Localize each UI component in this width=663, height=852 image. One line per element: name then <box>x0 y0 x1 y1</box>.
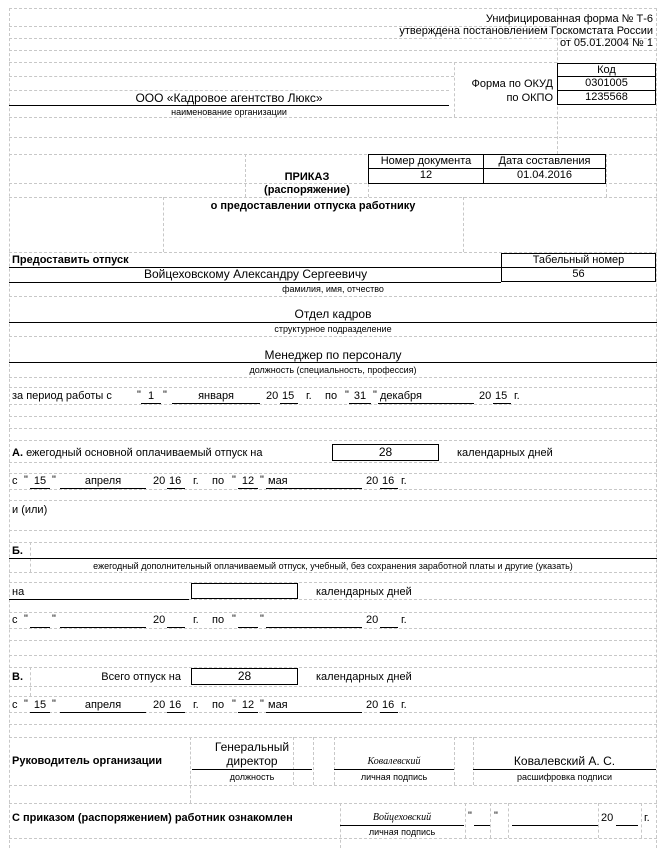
section-a-label: А. ежегодный основной оплачиваемый отпуск на <box>12 447 263 459</box>
date-header: Дата составления <box>483 154 606 169</box>
section-v-days: 28 <box>191 668 298 685</box>
employee-name: Войцеховскому Александру Сергеевичу <box>144 267 368 281</box>
department: Отдел кадров <box>294 307 372 321</box>
order-subtitle: (распоряжение) <box>264 184 350 196</box>
position-caption: должность (специальность, профессия) <box>249 365 417 375</box>
section-b-days-word: календарных дней <box>316 586 412 598</box>
code-header: Код <box>557 63 656 77</box>
head-position-line2: директор <box>226 754 278 768</box>
work-from-day: 1 <box>147 390 155 402</box>
work-to-day: 31 <box>353 390 367 402</box>
order-subject: о предоставлении отпуска работнику <box>210 200 416 212</box>
section-v-to-month: мая <box>268 699 288 711</box>
section-v-days-word: календарных дней <box>316 671 412 683</box>
section-v-from-day: 15 <box>33 699 47 711</box>
section-a-to-year: 16 <box>382 475 395 487</box>
okud-label: Форма по ОКУД <box>471 78 553 90</box>
section-v-from-year: 16 <box>169 699 182 711</box>
section-v-label: Всего отпуск на <box>101 671 181 683</box>
head-position-line1: Генеральный <box>214 740 290 754</box>
head-name: Ковалевский А. С. <box>513 754 616 768</box>
section-a-from-day: 15 <box>33 475 47 487</box>
head-signature-caption: личная подпись <box>360 772 428 782</box>
position: Менеджер по персоналу <box>264 348 402 362</box>
ack-label: С приказом (распоряжением) работник ознакомлен <box>12 812 293 824</box>
section-a-from-month: апреля <box>84 475 122 487</box>
section-a-to-month: мая <box>268 475 288 487</box>
approved-by: утверждена постановлением Госкомстата России <box>399 25 653 37</box>
tab-number-header: Табельный номер <box>501 253 656 268</box>
head-signature: Ковалевский <box>367 756 421 767</box>
form-name: Унифицированная форма № Т-6 <box>485 13 653 25</box>
section-v-from-month: апреля <box>84 699 122 711</box>
work-from-month: января <box>198 390 234 402</box>
section-v-letter: В. <box>12 671 23 683</box>
ack-signature-caption: личная подпись <box>368 827 436 837</box>
head-label: Руководитель организации <box>12 755 163 767</box>
okpo-value: 1235568 <box>557 90 656 105</box>
order-title: ПРИКАЗ <box>284 171 330 183</box>
head-name-caption: расшифровка подписи <box>517 772 612 782</box>
ack-signature: Войцеховский <box>372 812 432 823</box>
grant-label: Предоставить отпуск <box>12 254 129 266</box>
organization-caption: наименование организации <box>171 107 287 117</box>
section-b-letter: Б. <box>12 545 23 557</box>
section-b-days <box>191 583 298 599</box>
section-b-description: ежегодный дополнительный оплачиваемый отпуск, учебный, без сохранения заработной платы и другие (указать) <box>93 561 573 571</box>
section-a-to-day: 12 <box>241 475 255 487</box>
section-v-to-day: 12 <box>241 699 255 711</box>
doc-number-header: Номер документа <box>368 154 484 169</box>
work-to-month: декабря <box>380 390 422 402</box>
doc-number: 12 <box>368 168 484 184</box>
organization-name: ООО «Кадровое агентство Люкс» <box>135 91 323 105</box>
tab-number: 56 <box>501 267 656 282</box>
okud-value: 0301005 <box>557 76 656 91</box>
head-position-caption: должность <box>229 772 275 782</box>
name-caption: фамилия, имя, отчество <box>282 284 384 294</box>
okpo-label: по ОКПО <box>506 92 553 104</box>
section-v-to-year: 16 <box>382 699 395 711</box>
doc-date: 01.04.2016 <box>483 168 606 184</box>
work-from-year: 15 <box>282 390 295 402</box>
work-to-year: 15 <box>495 390 508 402</box>
work-period-label: за период работы с <box>12 390 112 402</box>
section-a-from-year: 16 <box>169 475 182 487</box>
and-or: и (или) <box>12 504 48 516</box>
section-a-days: 28 <box>332 444 439 461</box>
approved-date: от 05.01.2004 № 1 <box>559 37 653 49</box>
department-caption: структурное подразделение <box>274 324 392 334</box>
section-a-days-word: календарных дней <box>457 447 553 459</box>
